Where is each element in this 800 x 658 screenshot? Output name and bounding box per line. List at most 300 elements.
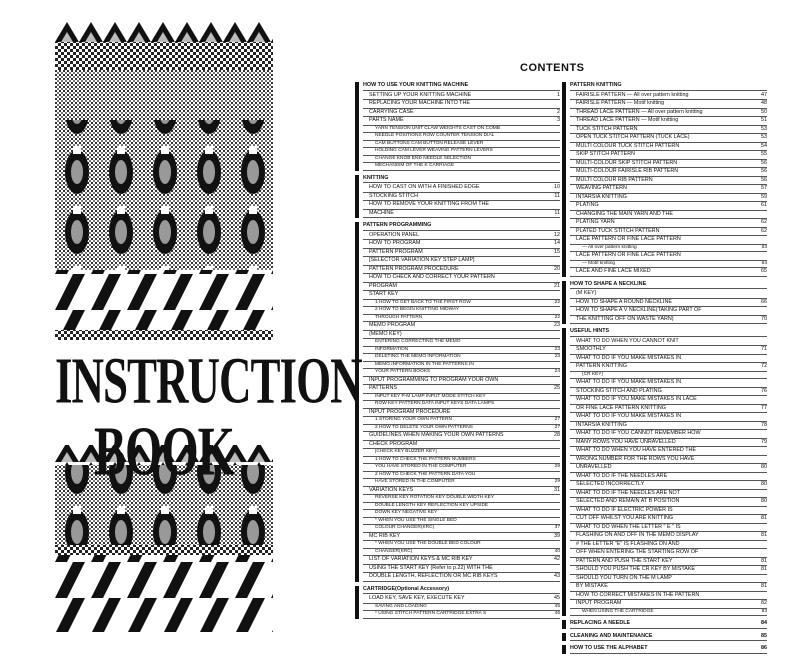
entry-label: WHAT TO DO IF ELECTRIC POWER IS — [576, 506, 673, 513]
section-heading-label: REPLACING A NEEDLE — [570, 620, 631, 626]
entry-label: MULTI COLOUR TUCK STITCH PATTERN — [576, 142, 680, 149]
entry-label: INPUT PROGRAM PROCEDURE — [369, 408, 451, 415]
section-heading-page: 84 — [761, 620, 767, 626]
entry-page-number: 3 — [557, 117, 560, 123]
contents-entry — [570, 549, 767, 558]
contents-entry — [363, 565, 560, 574]
entry-label: NEEDLE POSITIONS ROW COUNTER TENSION DIAL — [375, 133, 495, 138]
entry-page-number: 70 — [761, 315, 767, 322]
entry-label: CARRYING CASE — [369, 108, 414, 115]
entry-label: WHAT TO DO WHEN THE LETTER " E " IS — [576, 523, 681, 530]
entry-label: WEAVING PATTERN — [576, 185, 627, 191]
contents-entry — [570, 447, 767, 456]
entry-label: WHAT TO DO WHEN YOU HAVE ENTERED THE — [576, 447, 697, 453]
contents-entry — [363, 184, 560, 193]
contents-section — [562, 620, 767, 629]
section-heading-page: 86 — [761, 645, 767, 651]
entry-label: WHAT TO DO WHEN YOU CANNOT KNIT — [576, 337, 679, 344]
section-heading-label: HOW TO USE THE ALPHABET — [570, 645, 648, 651]
entry-label: — Motif knitting — [582, 260, 616, 266]
entry-page-number: 22 — [554, 314, 560, 320]
entry-label: SHOULD YOU PUSH THE CR KEY BY MISTAKE — [576, 566, 696, 572]
entry-page-number: 66 — [761, 298, 767, 305]
contents-section — [562, 633, 767, 642]
contents-entry — [363, 156, 560, 164]
entry-page-number: 81 — [761, 515, 767, 521]
contents-section — [355, 175, 560, 219]
entry-page-number: 45 — [554, 595, 560, 601]
entry-label: SETTING UP YOUR KNITTING MACHINE — [369, 91, 472, 98]
contents-entry — [570, 524, 767, 533]
contents-entry — [363, 441, 560, 450]
entry-page-number: 22 — [554, 299, 560, 305]
contents-entry — [570, 464, 767, 473]
entry-label: 1 HOW TO CHECK THE PATTERN NUMBERS — [375, 456, 476, 462]
entry-page-number: 47 — [761, 91, 767, 98]
entry-page-number: 53 — [761, 125, 767, 132]
entry-page-number: 80 — [761, 498, 767, 504]
contents-entry — [570, 515, 767, 524]
contents-entry — [570, 92, 767, 101]
contents-entry — [570, 346, 767, 355]
contents-entry — [363, 518, 560, 526]
entry-label: ENTERING CORRECTING THE MEMO — [375, 339, 461, 344]
contents-entry — [363, 109, 560, 118]
instruction-book-cover — [55, 22, 362, 632]
entry-label: * WHEN YOU USE THE DOUBLE BED COLOUR — [375, 541, 481, 546]
contents-entry — [570, 109, 767, 118]
contents-entry — [363, 385, 560, 394]
entry-page-number: 24 — [554, 369, 560, 374]
contents-entry — [363, 347, 560, 355]
entry-label: 2 HOW TO DELETE YOUR OWN PATTERNS — [375, 424, 473, 430]
contents-entry — [570, 558, 767, 567]
contents-entry — [363, 331, 560, 340]
section-heading — [570, 82, 767, 91]
entry-page-number: 71 — [761, 346, 767, 352]
contents-entry — [363, 354, 560, 362]
contents-entry — [570, 316, 767, 325]
contents-entry — [570, 151, 767, 160]
entry-page-number: 27 — [554, 424, 560, 430]
section-heading — [363, 586, 560, 595]
entry-label: WHAT TO DO IF THE NEEDLES ARE NOT — [576, 489, 681, 496]
contents-entry — [363, 92, 560, 101]
entry-label: YOU HAVE STORED IN THE COMPUTER — [375, 464, 467, 469]
contents-entry — [570, 194, 767, 203]
section-heading-label: HOW TO USE YOUR KNITTING MACHINE — [363, 82, 469, 88]
contents-section — [355, 82, 560, 171]
contents-entry — [570, 117, 767, 126]
entry-page-number: 59 — [761, 193, 767, 200]
entry-page-number: 21 — [554, 282, 560, 289]
contents-entry — [570, 532, 767, 541]
contents-entry — [363, 604, 560, 612]
contents-entry — [363, 232, 560, 241]
section-heading — [570, 281, 767, 290]
entry-label: 1 STORING YOUR OWN PATTERN — [375, 417, 452, 422]
section-heading — [363, 82, 560, 91]
entry-label: COLOUR CHANGER(KRC) — [375, 525, 435, 530]
contents-entry — [363, 148, 560, 156]
contents-entry — [363, 425, 560, 433]
contents-entry — [570, 168, 767, 177]
contents-entry — [570, 609, 767, 617]
entry-page-number: 65 — [761, 268, 767, 274]
entry-label: HOW TO SHAPE A V NECKLINE(TAKING PART OF — [576, 307, 702, 313]
contents-entry — [363, 479, 560, 487]
contents-entry — [570, 228, 767, 237]
contents-page — [352, 60, 782, 651]
entry-page-number: 31 — [554, 486, 560, 493]
entry-label: MC RIB KEY — [369, 532, 401, 539]
entry-label: HOW TO REMOVE YOUR KNITTING FROM THE — [369, 201, 489, 207]
entry-page-number: 23 — [554, 354, 560, 359]
contents-entry — [570, 379, 767, 388]
contents-entry — [363, 495, 560, 503]
entry-label: DOUBLE LENGTH, REFLECTION OR MC RIB KEYS — [369, 573, 498, 579]
section-heading — [363, 222, 560, 231]
entry-page-number: 23 — [554, 346, 560, 352]
entry-page-number: 43 — [554, 573, 560, 579]
section-heading-label: CARTRIDGE(Optional Accessory) — [363, 585, 450, 592]
entry-label: MACHINE — [369, 209, 394, 216]
entry-page-number: 56 — [761, 168, 767, 174]
section-heading-label: CLEANING AND MAINTENANCE — [570, 632, 653, 639]
entry-label: LACE PATTERN OR FINE LACE PATTERN — [576, 236, 681, 242]
entry-label: THREAD LACE PATTERN — Motif knitting — [576, 117, 679, 123]
contents-section — [562, 328, 767, 616]
entry-page-number: 63 — [761, 244, 767, 250]
entry-label: OR FINE LACE PATTERN KNITTING — [576, 404, 666, 411]
entry-page-number: 20 — [554, 265, 560, 272]
entry-label: (M KEY) — [576, 290, 597, 296]
entry-page-number: 53 — [761, 134, 767, 140]
entry-label: PATTERNS — [369, 385, 397, 391]
cover-title — [55, 344, 362, 491]
entry-label: * USING STITCH PATTERN CARTRIDGE EXTRA S — [375, 611, 487, 616]
contents-section — [562, 281, 767, 325]
entry-label: STOCKING STITCH — [369, 192, 419, 199]
entry-page-number: 50 — [761, 108, 767, 115]
contents-entry — [570, 600, 767, 609]
contents-entry — [570, 583, 767, 592]
entry-label: CUT OFF WHILST YOU ARE KNITTING — [576, 515, 674, 521]
contents-entry — [363, 266, 560, 275]
contents-entry — [363, 291, 560, 300]
entry-label: MECHANISM OF THE K CARRIAGE — [375, 163, 455, 168]
entry-label: CAM BUTTONS CAM BUTTON RELEASE LEVER — [375, 140, 484, 146]
contents-entry — [570, 481, 767, 490]
cover-title-line2: BOOK — [93, 413, 235, 491]
entry-page-number: 61 — [761, 202, 767, 208]
contents-entry — [570, 413, 767, 422]
entry-label: WHAT TO DO IF YOU MAKE MISTAKES IN — [576, 379, 682, 385]
entry-label: SMOOTHLY — [576, 346, 606, 352]
contents-entry — [363, 409, 560, 418]
entry-label: DOWN KEY NEGATIVE KEY — [375, 510, 438, 515]
contents-entry — [570, 388, 767, 397]
entry-label: (CR KEY) — [582, 371, 604, 377]
entry-page-number: 64 — [761, 260, 767, 266]
contents-entry — [570, 363, 767, 372]
entry-label: OFF WHEN ENTERING THE STARTING ROW OF — [576, 549, 699, 555]
contents-section — [562, 645, 767, 654]
entry-label: INPUT PROGRAM — [576, 600, 622, 606]
section-heading — [570, 620, 767, 629]
entry-label: HOW TO CORRECT MISTAKES IN THE PATTERN — [576, 591, 700, 598]
section-heading — [570, 633, 767, 642]
entry-page-number: 55 — [761, 151, 767, 157]
entry-label: 2 HOW TO BEGIN KNITTING MIDWAY — [375, 307, 460, 312]
contents-entry — [570, 430, 767, 439]
contents-entry — [363, 249, 560, 258]
contents-entry — [570, 185, 767, 194]
contents-entry — [570, 252, 767, 261]
contents-section — [355, 586, 560, 619]
entry-label: MULTI-COLOUR SKIP STITCH PATTERN — [576, 159, 678, 166]
entry-label: HOW TO PROGRAM — [369, 240, 421, 246]
entry-label: WHAT TO DO IF YOU CANNOT REMEMBER HOW — [576, 430, 701, 436]
entry-label: PLATING YARN — [576, 219, 615, 225]
contents-entry — [570, 473, 767, 482]
entry-label: 2 HOW TO CHECK THE PATTERN DATA YOU — [375, 471, 476, 477]
entry-label: GUIDELINES WHEN MAKING YOUR OWN PATTERNS — [369, 432, 504, 438]
contents-entry — [363, 417, 560, 425]
contents-entry — [363, 556, 560, 565]
contents-entry — [363, 377, 560, 386]
entry-label: DELETING THE MEMO INFORMATION — [375, 354, 461, 359]
contents-entry — [570, 261, 767, 269]
contents-entry — [570, 396, 767, 405]
entry-page-number: 12 — [554, 231, 560, 238]
entry-page-number: 37 — [554, 525, 560, 530]
entry-label: CHECK PROGRAM — [369, 440, 418, 447]
contents-entry — [363, 510, 560, 518]
entry-page-number: 10 — [554, 184, 560, 190]
entry-label: # THE LETTER "E" IS FLASHING ON AND — [576, 540, 680, 547]
contents-title: CONTENTS — [520, 62, 585, 74]
entry-label: * WHEN YOU USE THE SINGLE BED — [375, 517, 457, 523]
entry-label: HOLDING CAM LEVER WEAVING PATTERN LEVERS — [375, 148, 493, 153]
contents-entry — [570, 177, 767, 186]
contents-entry — [363, 362, 560, 370]
entry-label: TUCK STITCH PATTERN — [576, 125, 638, 132]
entry-page-number: 83 — [761, 608, 767, 614]
section-heading — [570, 645, 767, 654]
contents-entry — [363, 525, 560, 533]
entry-page-number: 11 — [554, 192, 560, 199]
entry-label: SAVING AND LOADING — [375, 603, 427, 609]
contents-entry — [363, 117, 560, 126]
section-heading — [570, 328, 767, 337]
contents-entry — [570, 372, 767, 380]
contents-entry — [570, 575, 767, 584]
contents-entry — [570, 160, 767, 169]
section-heading — [363, 175, 560, 184]
contents-entry — [570, 268, 767, 277]
entry-label: MEMO INFORMATION IN THE PATTERNS IN — [375, 361, 474, 367]
contents-entry — [363, 257, 560, 266]
contents-section — [562, 82, 767, 277]
contents-entry — [363, 369, 560, 377]
contents-entry — [570, 299, 767, 308]
entry-label: CHANGER(KRC) — [375, 548, 413, 554]
contents-entry — [570, 143, 767, 152]
contents-entry — [363, 141, 560, 149]
section-heading-label: USEFUL HINTS — [570, 328, 610, 334]
entry-label: UNRAVELLED — [576, 464, 612, 470]
entry-label: STOCKING STITCH AND PLATING — [576, 387, 662, 394]
entry-page-number: 81 — [761, 583, 767, 589]
contents-entry — [363, 449, 560, 457]
entry-label: PARTS NAME — [369, 117, 404, 123]
entry-page-number: 77 — [761, 404, 767, 411]
section-heading-label: KNITTING — [363, 174, 389, 181]
entry-page-number: 80 — [761, 481, 767, 487]
contents-entry — [363, 573, 560, 582]
entry-label: WHAT TO DO IF YOU MAKE MISTAKES IN — [576, 413, 682, 419]
entry-label: LOAD KEY, SAVE KEY, EXECUTE KEY — [369, 595, 465, 601]
entry-label: ROW KEY PATTERN DATA INPUT KEYS DATA LAMPS — [375, 401, 495, 406]
entry-page-number: 39 — [554, 532, 560, 539]
entry-label: LACE PATTERN OR FINE LACE PATTERN — [576, 252, 681, 258]
entry-label: LACE AND FINE LACE MIXED — [576, 268, 651, 274]
entry-label: INPUT KEY P-M LAMP INPUT MODE STITCH KEY — [375, 393, 486, 399]
contents-entry — [363, 240, 560, 249]
contents-entry — [363, 339, 560, 347]
contents-entry — [363, 541, 560, 549]
entry-page-number: 81 — [761, 557, 767, 564]
entry-page-number: 62 — [761, 227, 767, 234]
contents-entry — [570, 202, 767, 211]
entry-page-number: 2 — [557, 108, 560, 115]
entry-label: LIST OF VARIATION KEYS & MC RIB KEY — [369, 556, 473, 562]
entry-label: MEMO PROGRAM — [369, 322, 416, 328]
contents-entry — [363, 401, 560, 409]
contents-entry — [363, 100, 560, 109]
entry-label: DOUBLE LENGTH KEY REFLECTION KEY UPSIDE — [375, 502, 489, 508]
contents-entry — [363, 163, 560, 171]
entry-page-number: 23 — [554, 322, 560, 328]
entry-label: PATTERN PROGRAM — [369, 248, 423, 255]
contents-entry — [363, 274, 560, 283]
entry-page-number: 25 — [554, 385, 560, 391]
entry-label: FAIRISLE PATTERN — Motif knitting — [576, 100, 665, 106]
entry-page-number: 29 — [554, 479, 560, 484]
entry-page-number: 56 — [761, 159, 767, 166]
entry-label: OPERATION PANEL — [369, 231, 420, 238]
entry-label: — All over pattern knitting — [582, 244, 637, 250]
entry-page-number: 40 — [554, 548, 560, 554]
entry-page-number: 57 — [761, 185, 767, 191]
section-heading-label: PATTERN PROGRAMMING — [363, 222, 432, 228]
section-heading-page: 85 — [761, 632, 767, 639]
section-heading-label: PATTERN KNITTING — [570, 82, 622, 88]
contents-entry — [570, 236, 767, 245]
contents-right-column — [562, 82, 767, 658]
contents-entry — [363, 315, 560, 323]
entry-label: MANY ROWS YOU HAVE UNRAVELLED — [576, 438, 676, 445]
entry-label: WHAT TO DO IF THE NEEDLES ARE — [576, 472, 668, 479]
contents-entry — [570, 100, 767, 109]
entry-label: FAIRISLE PATTERN — All over pattern knitting — [576, 91, 689, 98]
entry-page-number: 48 — [761, 100, 767, 106]
entry-page-number: 51 — [761, 117, 767, 123]
entry-label: START KEY — [369, 291, 399, 297]
cover-title-line1: INSTRUCTION — [55, 344, 362, 418]
contents-entry — [570, 219, 767, 228]
entry-page-number: 42 — [554, 556, 560, 562]
contents-section — [355, 222, 560, 582]
entry-label: THROUGH PATTERN — [375, 314, 423, 320]
entry-label: SKIP STITCH PATTERN — [576, 151, 636, 157]
entry-label: YOUR PATTERN BOOKS — [375, 369, 431, 374]
contents-entry — [363, 432, 560, 441]
entry-label: 1 HOW TO GET BACK TO THE FIRST ROW — [375, 299, 471, 305]
contents-entry — [363, 201, 560, 210]
entry-label: FLASHING ON AND OFF IN THE MEMO DISPLAY — [576, 532, 699, 538]
entry-label: PATTERN AND PUSH THE START KEY — [576, 557, 673, 564]
contents-entry — [363, 322, 560, 331]
entry-label: OPEN TUCK STITCH PATTERN (TUCK LACE) — [576, 134, 690, 140]
entry-page-number: 78 — [761, 421, 767, 428]
entry-label: [SELECTOR VARIATION KEY STEP LAMP] — [369, 257, 475, 263]
entry-label: PLATED TUCK STITCH PATTERN — [576, 227, 660, 234]
contents-entry — [363, 307, 560, 315]
entry-page-number: 1 — [557, 91, 560, 98]
entry-label: PLATING — [576, 202, 599, 208]
entry-label: (MEMO KEY) — [369, 330, 402, 337]
entry-label: PATTERN PROGRAM PROCEDURE — [369, 265, 459, 272]
entry-label: HAVE STORED IN THE COMPUTER — [375, 479, 455, 484]
contents-entry — [363, 210, 560, 219]
entry-page-number: 81 — [761, 566, 767, 572]
fairisle-pattern-graphic — [55, 22, 362, 632]
entry-label: SELECTED INCORRECTLY — [576, 481, 645, 487]
entry-page-number: 80 — [761, 464, 767, 470]
entry-page-number: 79 — [761, 438, 767, 445]
entry-label: INTARSIA KNITTING — [576, 421, 627, 428]
entry-label: PROGRAM — [369, 282, 397, 289]
contents-entry — [570, 507, 767, 516]
entry-page-number: 27 — [554, 417, 560, 422]
contents-entry — [363, 464, 560, 472]
entry-label: REPLACING YOUR MACHINE INTO THE — [369, 100, 470, 106]
contents-entry — [570, 592, 767, 601]
contents-entry — [363, 595, 560, 604]
entry-label: WRONG NUMBER FOR THE ROWS YOU HAVE — [576, 455, 695, 462]
contents-entry — [570, 245, 767, 253]
entry-label: INFORMATION — [375, 346, 409, 352]
contents-entry — [363, 503, 560, 511]
entry-label: MULTI-COLOUR FAIRISLE RIB PATTERN — [576, 168, 679, 174]
entry-page-number: 29 — [554, 464, 560, 469]
entry-label: HOW TO CAST ON WITH A FINISHED EDGE — [369, 184, 480, 190]
entry-label: BY MISTAKE — [576, 583, 608, 589]
entry-label: HOW TO CHECK AND CORRECT YOUR PATTERN — [369, 274, 495, 280]
entry-page-number: 45 — [554, 603, 560, 609]
contents-entry — [363, 611, 560, 619]
entry-label: CHANGE KNOB END NEEDLE SELECTION — [375, 155, 471, 161]
entry-label: SELECTED AND REMAIN AT B POSITION — [576, 498, 680, 504]
contents-entry — [363, 300, 560, 308]
entry-label: PATTERN KNITTING — [576, 363, 628, 369]
contents-entry — [570, 290, 767, 299]
entry-page-number: 54 — [761, 142, 767, 149]
contents-entry — [570, 541, 767, 550]
contents-entry — [570, 307, 767, 316]
